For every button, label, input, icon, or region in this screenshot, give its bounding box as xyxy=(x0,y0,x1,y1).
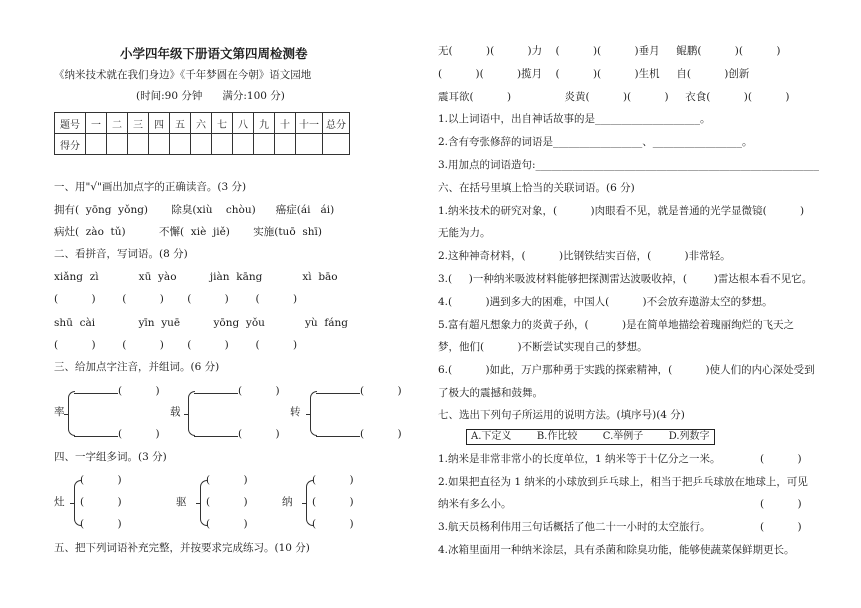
answer-blank[interactable]: ( ) xyxy=(312,496,354,508)
section-6-item-6-cont: 了极大的震撼和鼓舞。 xyxy=(438,387,543,399)
section-7-item-2: 2.如果把直径为 1 纳米的小球放到乒乓球上，相当于把乒乓球放在地球上，可见 xyxy=(438,476,808,488)
section-2-title: 二、看拼音，写词语。(8 分) xyxy=(54,248,188,260)
time-score-info: (时间:90 分钟 满分:100 分) xyxy=(136,90,285,102)
section-6-item-4: 4.( )遇到多大的困难，中国人( )不会放弃遨游太空的梦想。 xyxy=(438,296,773,308)
answer-paren[interactable]: ( ) xyxy=(760,498,802,510)
score-input-cell[interactable] xyxy=(170,134,191,155)
answer-blank[interactable]: ( ) xyxy=(80,518,122,530)
table-cell: 七 xyxy=(212,113,233,134)
score-input-cell[interactable] xyxy=(323,134,350,155)
answer-blank[interactable]: ( ) xyxy=(316,384,402,398)
table-cell: 二 xyxy=(107,113,128,134)
answer-blank[interactable]: ( ) xyxy=(206,496,248,508)
char-na: 纳 xyxy=(282,496,293,508)
table-cell: 九 xyxy=(254,113,275,134)
answer-blank[interactable]: ( ) xyxy=(206,474,248,486)
table-cell: 五 xyxy=(170,113,191,134)
answer-blank[interactable]: ( ) xyxy=(312,474,354,486)
answer-blank[interactable]: ( ) xyxy=(80,474,122,486)
answer-paren[interactable]: ( ) xyxy=(760,453,802,465)
method-options-box: A.下定义 B.作比较 C.举例子 D.列数字 xyxy=(466,429,715,445)
score-input-cell[interactable] xyxy=(107,134,128,155)
table-cell: 得分 xyxy=(55,134,86,155)
score-input-cell[interactable] xyxy=(296,134,323,155)
answer-blank-row-1[interactable]: ( ) ( ) ( ) ( ) xyxy=(54,293,298,305)
score-input-cell[interactable] xyxy=(212,134,233,155)
score-input-cell[interactable] xyxy=(149,134,170,155)
score-input-cell[interactable] xyxy=(275,134,296,155)
score-input-cell[interactable] xyxy=(128,134,149,155)
char-zhuan: 转 xyxy=(290,406,301,418)
section-6-item-1-cont: 无能为力。 xyxy=(438,227,491,239)
scope-subtitle: 《纳米技术就在我们身边》《千年梦圆在今朝》语文园地 xyxy=(54,69,312,81)
answer-blank-row-2[interactable]: ( ) ( ) ( ) ( ) xyxy=(54,339,298,351)
pinyin-row-1: xiǎng zì xū yào jiàn kāng xì bāo xyxy=(54,271,338,283)
section-1-title: 一、用"√"画出加点字的正确读音。(3 分) xyxy=(54,181,247,193)
table-cell: 十一 xyxy=(296,113,323,134)
section-6-item-3: 3.( )一种纳米吸波材料能够把探测雷达波吸收掉，( )雷达根本看不见它。 xyxy=(438,273,813,285)
score-table-score-row xyxy=(55,134,350,155)
table-cell: 一 xyxy=(86,113,107,134)
section-4-title: 四、一字组多词。(3 分) xyxy=(54,451,167,463)
table-cell: 题号 xyxy=(55,113,86,134)
section-7-item-2-cont: 纳米有多么小。 xyxy=(438,498,512,510)
score-input-cell[interactable] xyxy=(86,134,107,155)
char-shuai: 率 xyxy=(54,406,65,418)
answer-paren[interactable]: ( ) xyxy=(760,521,802,533)
table-cell: 四 xyxy=(149,113,170,134)
answer-blank[interactable]: ( ) xyxy=(312,518,354,530)
question-5-2: 2.含有夸张修辞的词语是_________________、_________________。 xyxy=(438,136,753,148)
section-6-title: 六、在括号里填上恰当的关联词语。(6 分) xyxy=(438,182,635,194)
table-cell: 十 xyxy=(275,113,296,134)
idiom-row-2[interactable]: ( )( )揽月 ( )( )生机 自( )创新 xyxy=(438,68,750,80)
section-6-item-6: 6.( )如此，万户那种勇于实践的探索精神，( )使人们的内心深处受到 xyxy=(438,364,815,376)
score-input-cell[interactable] xyxy=(233,134,254,155)
idiom-row-3[interactable]: 震耳欲( ) 炎黄( )( ) 衣食( )( ) xyxy=(438,91,790,103)
section-3-title: 三、给加点字注音，并组词。(6 分) xyxy=(54,361,220,373)
section-7-item-3: 3.航天员杨利伟用三句话概括了他二十一小时的太空旅行。 xyxy=(438,521,711,533)
section-6-item-5-cont: 梦，他们( )不断尝试实现自己的梦想。 xyxy=(438,341,648,353)
table-cell: 六 xyxy=(191,113,212,134)
answer-blank[interactable]: ( ) xyxy=(316,427,402,441)
section-1-line-1: 拥有( yōng yǒng) 除臭(xiù chòu) 癌症(ái ái) xyxy=(54,204,335,216)
char-qu: 驱 xyxy=(176,496,187,508)
idiom-row-1[interactable]: 无( )( )力 ( )( )垂月 鲲鹏( )( ) xyxy=(438,45,781,57)
answer-blank[interactable]: ( ) xyxy=(74,427,160,441)
answer-blank[interactable]: ( ) xyxy=(74,384,160,398)
section-7-title: 七、选出下列句子所运用的说明方法。(填序号)(4 分) xyxy=(438,409,685,421)
section-6-item-5: 5.富有超凡想象力的炎黄子孙，( )是在简单地描绘着瑰丽绚烂的飞天之 xyxy=(438,319,795,331)
answer-blank[interactable]: ( ) xyxy=(194,427,280,441)
page-title: 小学四年级下册语文第四周检测卷 xyxy=(120,46,308,61)
section-6-item-2: 2.这种神奇材料，( )比钢铁结实百倍，( )非常轻。 xyxy=(438,250,731,262)
table-cell: 总分 xyxy=(323,113,350,134)
score-input-cell[interactable] xyxy=(191,134,212,155)
table-cell: 三 xyxy=(128,113,149,134)
section-6-item-1: 1.纳米技术的研究对象，( )肉眼看不见，就是普通的光学显微镜( ) xyxy=(438,205,805,217)
char-zai: 载 xyxy=(170,406,181,418)
answer-blank[interactable]: ( ) xyxy=(194,384,280,398)
section-1-line-2: 病灶( zào tǔ) 不懈( xiè jiě) 实施(tuō shī) xyxy=(54,226,322,238)
question-5-3: 3.用加点的词语造句:______________________________________________________ xyxy=(438,159,820,171)
table-cell: 八 xyxy=(233,113,254,134)
section-5-title: 五、把下列词语补充完整，并按要求完成练习。(10 分) xyxy=(54,542,310,554)
score-input-cell[interactable] xyxy=(254,134,275,155)
score-table-header-row xyxy=(55,113,350,134)
question-5-1: 1.以上词语中，出自神话故事的是____________________。 xyxy=(438,113,711,125)
answer-blank[interactable]: ( ) xyxy=(206,518,248,530)
answer-blank[interactable]: ( ) xyxy=(80,496,122,508)
section-7-item-1: 1.纳米是非常非常小的长度单位，1 纳米等于十亿分之一米。 xyxy=(438,453,721,465)
char-zao: 灶 xyxy=(54,496,65,508)
section-7-item-4: 4.冰箱里面用一种纳米涂层，具有杀菌和除臭功能，能够使蔬菜保鲜期更长。 xyxy=(438,544,795,556)
pinyin-row-2: shū cài yīn yuē yōng yǒu yù fáng xyxy=(54,317,348,329)
score-table xyxy=(54,112,350,155)
